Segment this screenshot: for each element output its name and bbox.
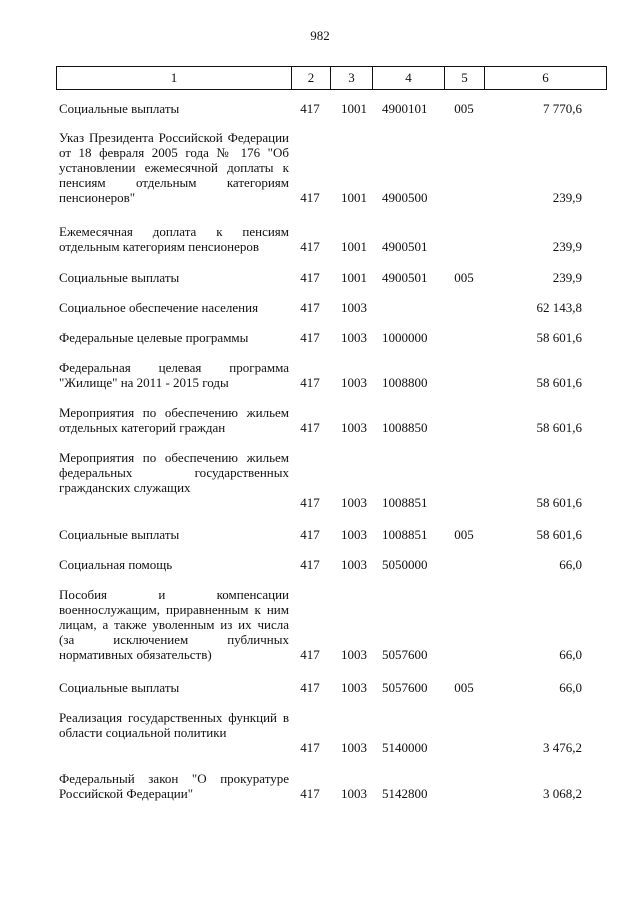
row-description: Федеральные целевые программы	[59, 330, 249, 345]
row-amount: 58 601,6	[536, 420, 582, 435]
row-expense-type-code: 005	[454, 527, 474, 542]
row-amount: 3 476,2	[543, 740, 582, 755]
row-ministry-code: 417	[300, 527, 320, 542]
row-section-code: 1003	[341, 495, 367, 510]
row-target-article-code: 5057600	[382, 647, 428, 662]
table-row	[0, 405, 640, 435]
row-expense-type-code: 005	[454, 270, 474, 285]
row-ministry-code: 417	[300, 239, 320, 254]
table-row	[0, 587, 640, 662]
row-section-code: 1003	[341, 330, 367, 345]
row-description: Ежемесячная доплата к пенсиям отдельным категориям пенсионеров	[59, 224, 289, 254]
page-number: 982	[310, 28, 330, 43]
table-row	[0, 300, 640, 315]
table-row	[0, 270, 640, 285]
row-ministry-code: 417	[300, 101, 320, 116]
column-header-1: 1	[57, 67, 292, 90]
table-row	[0, 330, 640, 345]
table-row	[0, 101, 640, 116]
row-section-code: 1003	[341, 300, 367, 315]
row-amount: 58 601,6	[536, 495, 582, 510]
row-expense-type-code: 005	[454, 680, 474, 695]
row-amount: 239,9	[552, 190, 582, 205]
row-amount: 66,0	[559, 680, 582, 695]
row-target-article-code: 5057600	[382, 680, 428, 695]
table-row	[0, 557, 640, 572]
row-amount: 58 601,6	[536, 527, 582, 542]
row-description: Мероприятия по обеспечению жильем отдельных категорий граждан	[59, 405, 289, 435]
row-section-code: 1003	[341, 786, 367, 801]
row-target-article-code: 1008850	[382, 420, 428, 435]
row-target-article-code: 1008851	[382, 495, 428, 510]
row-section-code: 1003	[341, 420, 367, 435]
row-ministry-code: 417	[300, 375, 320, 390]
column-header-6: 6	[485, 67, 607, 90]
row-description: Пособия и компенсации военнослужащим, приравненным к ним лицам, а также уволенным из их числа (за исключением публичных нормативных обязательств)	[59, 587, 289, 662]
row-ministry-code: 417	[300, 740, 320, 755]
row-section-code: 1001	[341, 101, 367, 116]
row-target-article-code: 4900500	[382, 190, 428, 205]
row-description: Социальные выплаты	[59, 101, 180, 116]
row-ministry-code: 417	[300, 420, 320, 435]
row-expense-type-code: 005	[454, 101, 474, 116]
row-amount: 58 601,6	[536, 375, 582, 390]
table-row	[0, 527, 640, 542]
row-amount: 239,9	[552, 270, 582, 285]
table-row	[0, 130, 640, 205]
row-target-article-code: 5050000	[382, 557, 428, 572]
row-section-code: 1001	[341, 270, 367, 285]
column-header-2: 2	[292, 67, 331, 90]
row-description: Социальная помощь	[59, 557, 173, 572]
column-header-4: 4	[373, 67, 445, 90]
row-section-code: 1003	[341, 740, 367, 755]
row-amount: 7 770,6	[543, 101, 582, 116]
row-description: Федеральный закон "О прокуратуре Российской Федерации"	[59, 771, 289, 801]
row-description: Федеральная целевая программа "Жилище" на 2011 - 2015 годы	[59, 360, 289, 390]
row-target-article-code: 5142800	[382, 786, 428, 801]
row-ministry-code: 417	[300, 300, 320, 315]
table-row	[0, 771, 640, 801]
row-section-code: 1001	[341, 239, 367, 254]
row-target-article-code: 4900101	[382, 101, 428, 116]
row-description: Социальное обеспечение населения	[59, 300, 259, 315]
row-ministry-code: 417	[300, 786, 320, 801]
column-header-3: 3	[331, 67, 373, 90]
row-target-article-code: 5140000	[382, 740, 428, 755]
row-ministry-code: 417	[300, 557, 320, 572]
row-section-code: 1003	[341, 527, 367, 542]
row-amount: 66,0	[559, 647, 582, 662]
row-amount: 66,0	[559, 557, 582, 572]
row-amount: 239,9	[552, 239, 582, 254]
row-description: Социальные выплаты	[59, 527, 180, 542]
row-ministry-code: 417	[300, 330, 320, 345]
row-amount: 62 143,8	[536, 300, 582, 315]
column-header-5: 5	[445, 67, 485, 90]
row-description: Социальные выплаты	[59, 270, 180, 285]
row-section-code: 1003	[341, 375, 367, 390]
table-row	[0, 360, 640, 390]
row-target-article-code: 4900501	[382, 239, 428, 254]
row-ministry-code: 417	[300, 190, 320, 205]
row-ministry-code: 417	[300, 647, 320, 662]
table-row	[0, 710, 640, 755]
row-section-code: 1003	[341, 647, 367, 662]
row-target-article-code: 1008800	[382, 375, 428, 390]
row-description: Мероприятия по обеспечению жильем федеральных государственных гражданских служащих	[59, 450, 289, 495]
row-section-code: 1003	[341, 680, 367, 695]
row-description: Социальные выплаты	[59, 680, 180, 695]
row-target-article-code: 1008851	[382, 527, 428, 542]
row-amount: 58 601,6	[536, 330, 582, 345]
row-ministry-code: 417	[300, 270, 320, 285]
row-section-code: 1001	[341, 190, 367, 205]
row-ministry-code: 417	[300, 495, 320, 510]
table-row	[0, 224, 640, 254]
row-amount: 3 068,2	[543, 786, 582, 801]
row-section-code: 1003	[341, 557, 367, 572]
row-ministry-code: 417	[300, 680, 320, 695]
table-row	[0, 450, 640, 510]
row-description: Указ Президента Российской Федерации от 18 февраля 2005 года № 176 "Об установлении ежемесячной доплаты к пенсиям отдельным категориям пенсионеров"	[59, 130, 289, 205]
row-target-article-code: 1000000	[382, 330, 428, 345]
row-target-article-code: 4900501	[382, 270, 428, 285]
row-description: Реализация государственных функций в области социальной политики	[59, 710, 289, 740]
table-row	[0, 680, 640, 695]
